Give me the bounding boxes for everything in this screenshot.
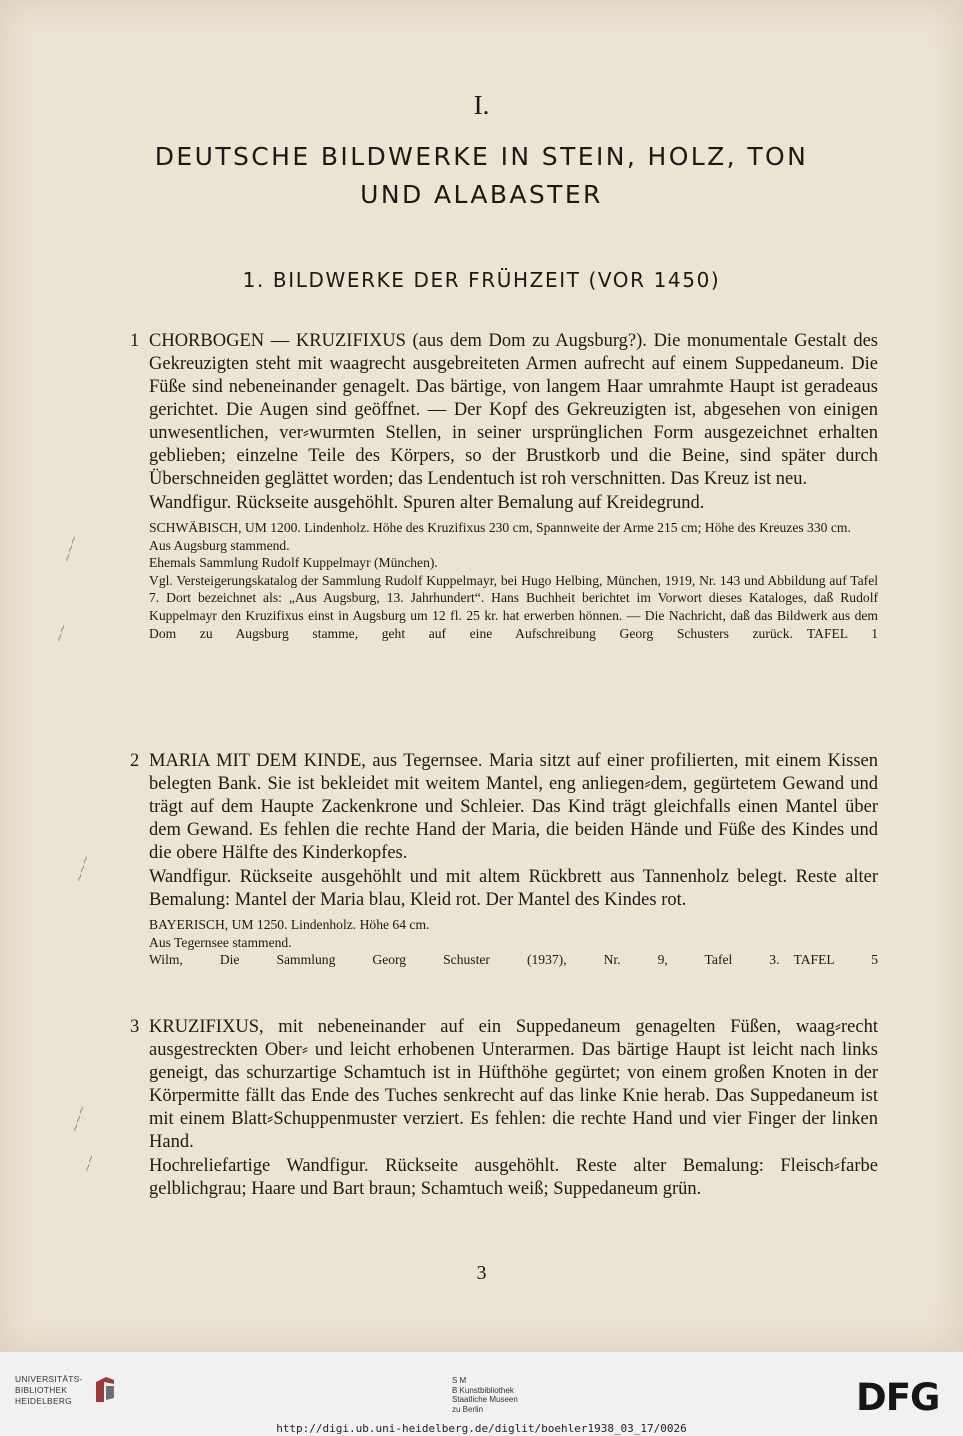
dfg-logo: DFG	[856, 1376, 940, 1419]
entry-description: KRUZIFIXUS, mit nebeneinander auf ein Suppedaneum genagelten Füßen, waag⸗recht ausgestreckten Ober⸗ und leicht erhobenen Unterarmen. Das bärtige Haupt ist leicht nach links geneigt, das schurzartige Schamtuch ist in Hüfthöhe gegürtet; von einem großen Knoten in der Körpermitte fällt das Ende des Tuches senkrecht auf das linke Knie herab. Das Suppedaneum ist mit einem Blatt⸗Schuppenmuster verziert. Es fehlen: die rechte Hand und vier Finger der linken Hand.	[149, 1017, 878, 1152]
entry-description: CHORBOGEN — KRUZIFIXUS (aus dem Dom zu Augsburg?). Die monumentale Gestalt des Gekreuzigten steht mit waagrecht ausgebreiteten Armen aufrecht auf einem Suppedaneum. Die Füße sind nebeneinander genagelt. Das bärtige, von langem Haar umrahmte Haupt ist geradeaus gerichtet. Die Augen sind geöffnet. — Der Kopf des Gekreuzigten ist, abgesehen von einigen unwesentlichen, ver⸗wurmten Stellen, in seiner ursprünglichen Form ausgezeichnet erhalten geblieben; einzelne Teile des Körpers, so der Brustkorb und die Beine, sind später durch Überschneiden geglättet worden; das Lendentuch ist roh verschnitten. Das Kreuz ist neu.	[149, 331, 878, 489]
chapter-title-line-1: DEUTSCHE BILDWERKE IN STEIN, HOLZ, TON	[154, 142, 809, 171]
entry-notes	[149, 916, 878, 969]
chapter-title-line-2: UND ALABASTER	[360, 180, 603, 209]
digitization-footer	[0, 1352, 963, 1436]
plate-reference: TAFEL 1	[806, 625, 878, 641]
catalog-entry-3	[130, 1016, 878, 1201]
library-stamp: S M B Kunstbibliothek Staatliche Museen zu Berlin	[452, 1376, 518, 1414]
note-literature: Wilm, Die Sammlung Georg Schuster (1937), Nr. 9, Tafel 3. TAFEL 5	[149, 952, 879, 968]
entry-number: 1	[130, 331, 140, 351]
note-origin: SCHWÄBISCH, UM 1200. Lindenholz. Höhe des Kruzifixus 230 cm, Spannweite der Arme 215 cm; Höhe des Kreuzes 330 cm.	[149, 520, 851, 535]
entry-number: 3	[130, 1017, 140, 1037]
university-emblem-icon	[92, 1374, 118, 1404]
university-library-logo: UNIVERSITÄTS- BIBLIOTHEK HEIDELBERG	[15, 1374, 83, 1406]
pencil-annotation: ~~	[80, 1152, 99, 1175]
note-origin: BAYERISCH, UM 1250. Lindenholz. Höhe 64 cm.	[149, 917, 430, 932]
plate-reference: TAFEL 5	[793, 952, 879, 968]
page-number: 3	[476, 1262, 487, 1284]
entry-technique: Wandfigur. Rückseite ausgehöhlt. Spuren alter Bemalung auf Kreidegrund.	[149, 493, 705, 513]
note-provenance: Aus Augsburg stammend.	[149, 537, 290, 553]
section-title: 1. BILDWERKE DER FRÜHZEIT (VOR 1450)	[242, 268, 721, 292]
entry-number: 2	[130, 751, 140, 771]
pencil-annotation: ~~~	[72, 853, 93, 885]
note-provenance: Aus Tegernsee stammend.	[149, 934, 292, 950]
pencil-annotation: ~~	[52, 622, 71, 645]
entry-technique: Wandfigur. Rückseite ausgehöhlt und mit altem Rückbrett aus Tannenholz belegt. Reste alter Bemalung: Mantel der Maria blau, Kleid rot. Der Mantel des Kindes rot.	[149, 867, 878, 910]
entry-description: MARIA MIT DEM KINDE, aus Tegernsee. Maria sitzt auf einer profilierten, mit einem Kissen belegten Bank. Sie ist bekleidet mit weitem Mantel, eng anliegen⸗dem, gegürtetem Gewand und trägt auf dem Haupte Zackenkrone und Schleier. Das Kind trägt gleichfalls einen Mantel über dem Gewand. Es fehlen die rechte Hand der Maria, die beiden Hände und Füße des Kindes und die obere Hälfte des Kinderkopfes.	[149, 751, 878, 863]
note-collection: Ehemals Sammlung Rudolf Kuppelmayr (München).	[149, 555, 438, 571]
chapter-number: I.	[473, 90, 490, 120]
catalog-entry-2	[130, 750, 879, 969]
chapter-title	[60, 138, 903, 214]
entry-notes	[149, 519, 878, 642]
source-url-link[interactable]: http://digi.ub.uni-heidelberg.de/diglit/boehler1938_03_17/0026	[276, 1422, 687, 1435]
catalog-entry-1	[130, 330, 878, 642]
pencil-annotation: ~~~	[68, 1103, 89, 1135]
note-literature: Vgl. Versteigerungskatalog der Sammlung Rudolf Kuppelmayr, bei Hugo Helbing, München, 1919, Nr. 143 und Abbildung auf Tafel 7. Dort bezeichnet als: „Aus Augsburg, 13. Jahrhundert“. Hans Buchheit berichtet im Vorwort dieses Kataloges, daß Rudolf Kuppelmayr den Kruzifixus einst in Augsburg um 12 fl. 25 kr. hat erwerben hönnen. — Die Nachricht, daß das Bildwerk aus dem Dom zu Augsburg stamme, geht auf eine Aufschreibung Georg Schusters zurück. TAFEL 1	[149, 572, 878, 641]
pencil-annotation: ~~~	[60, 533, 81, 565]
entry-technique: Hochreliefartige Wandfigur. Rückseite ausgehöhlt. Reste alter Bemalung: Fleisch⸗farbe gelblichgrau; Haare und Bart braun; Schamtuch weiß; Suppedaneum grün.	[149, 1156, 878, 1199]
